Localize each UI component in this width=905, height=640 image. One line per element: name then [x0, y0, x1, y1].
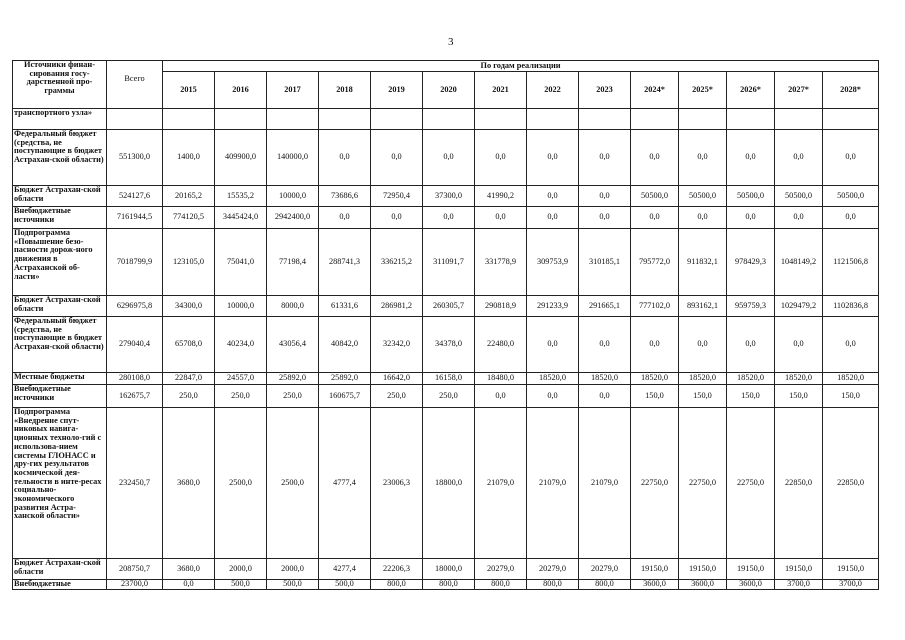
- year-value-cell: 123105,0: [163, 229, 215, 296]
- year-value-cell: 0,0: [679, 130, 727, 186]
- year-value-cell: 77198,4: [267, 229, 319, 296]
- year-value-cell: 19150,0: [631, 559, 679, 580]
- year-value-cell: 18520,0: [631, 373, 679, 385]
- year-value-cell: 288741,3: [319, 229, 371, 296]
- year-header: 2021: [475, 72, 527, 109]
- year-value-cell: 72950,4: [371, 186, 423, 207]
- year-value-cell: 800,0: [579, 580, 631, 590]
- year-value-cell: 2500,0: [215, 408, 267, 559]
- table-row: [13, 408, 879, 559]
- year-value-cell: 0,0: [475, 385, 527, 408]
- total-cell: 524127,6: [107, 186, 163, 207]
- year-value-cell: 0,0: [727, 317, 775, 373]
- year-value-cell: 0,0: [475, 207, 527, 229]
- year-value-cell: 3600,0: [679, 580, 727, 590]
- table-row: [13, 373, 879, 385]
- year-value-cell: 10000,0: [215, 296, 267, 317]
- total-cell: 162675,7: [107, 385, 163, 408]
- year-value-cell: 22850,0: [823, 408, 879, 559]
- year-value-cell: 800,0: [423, 580, 475, 590]
- year-value-cell: 911832,1: [679, 229, 727, 296]
- year-value-cell: 50500,0: [727, 186, 775, 207]
- year-value-cell: 0,0: [527, 186, 579, 207]
- year-value-cell: 10000,0: [267, 186, 319, 207]
- year-value-cell: 777102,0: [631, 296, 679, 317]
- year-value-cell: 22750,0: [679, 408, 727, 559]
- year-value-cell: 22206,3: [371, 559, 423, 580]
- year-value-cell: 19150,0: [775, 559, 823, 580]
- year-value-cell: 40234,0: [215, 317, 267, 373]
- year-value-cell: 18520,0: [679, 373, 727, 385]
- total-cell: 232450,7: [107, 408, 163, 559]
- year-value-cell: [215, 109, 267, 130]
- year-value-cell: 0,0: [727, 130, 775, 186]
- year-value-cell: 150,0: [631, 385, 679, 408]
- source-label: Бюджет Астрахан-ской области: [13, 186, 107, 207]
- year-header: 2028*: [823, 72, 879, 109]
- table-row: [13, 229, 879, 296]
- year-value-cell: 160675,7: [319, 385, 371, 408]
- year-value-cell: 800,0: [371, 580, 423, 590]
- total-cell: [107, 109, 163, 130]
- source-label: Подпрограмма «Внедрение спут-никовых навига-ционных техноло-гий с использова-нием системы ГЛОНАСС и дру-гих результатов космической дея-тельности в интe-ресах социально-экономического развития Астра-ханской области»: [13, 408, 107, 559]
- year-value-cell: 3445424,0: [215, 207, 267, 229]
- year-value-cell: 310185,1: [579, 229, 631, 296]
- year-value-cell: 0,0: [319, 207, 371, 229]
- year-value-cell: 4277,4: [319, 559, 371, 580]
- year-value-cell: 21079,0: [475, 408, 527, 559]
- total-cell: 7161944,5: [107, 207, 163, 229]
- year-value-cell: 1048149,2: [775, 229, 823, 296]
- year-value-cell: 18520,0: [527, 373, 579, 385]
- year-header: 2024*: [631, 72, 679, 109]
- year-value-cell: 0,0: [775, 130, 823, 186]
- year-value-cell: 311091,7: [423, 229, 475, 296]
- year-value-cell: 0,0: [727, 207, 775, 229]
- table-row: [13, 559, 879, 580]
- year-value-cell: 0,0: [579, 317, 631, 373]
- year-value-cell: 0,0: [823, 207, 879, 229]
- page-number: 3: [448, 36, 454, 48]
- year-value-cell: 34300,0: [163, 296, 215, 317]
- year-value-cell: 18800,0: [423, 408, 475, 559]
- source-label: Федеральный бюджет (средства, не поступающие в бюджет Астрахан-ской области): [13, 130, 107, 186]
- table-row: [13, 317, 879, 373]
- year-value-cell: 2942400,0: [267, 207, 319, 229]
- header-row: [13, 61, 879, 72]
- year-value-cell: 65708,0: [163, 317, 215, 373]
- year-value-cell: 3700,0: [823, 580, 879, 590]
- year-value-cell: 250,0: [215, 385, 267, 408]
- year-value-cell: 37300,0: [423, 186, 475, 207]
- year-header: 2017: [267, 72, 319, 109]
- year-value-cell: 978429,3: [727, 229, 775, 296]
- year-header: 2027*: [775, 72, 823, 109]
- year-value-cell: 336215,2: [371, 229, 423, 296]
- year-value-cell: 21079,0: [579, 408, 631, 559]
- year-value-cell: 250,0: [371, 385, 423, 408]
- year-value-cell: 20279,0: [579, 559, 631, 580]
- year-value-cell: 2000,0: [267, 559, 319, 580]
- year-value-cell: 15535,2: [215, 186, 267, 207]
- year-value-cell: 20165,2: [163, 186, 215, 207]
- source-label: транспортного узла»: [13, 109, 107, 130]
- total-cell: 23700,0: [107, 580, 163, 590]
- year-value-cell: [775, 109, 823, 130]
- year-value-cell: 16158,0: [423, 373, 475, 385]
- year-value-cell: 21079,0: [527, 408, 579, 559]
- year-value-cell: 20279,0: [527, 559, 579, 580]
- source-label: Внебюджетные: [13, 580, 107, 590]
- year-value-cell: [631, 109, 679, 130]
- year-value-cell: 500,0: [267, 580, 319, 590]
- year-value-cell: 3680,0: [163, 408, 215, 559]
- year-value-cell: 25892,0: [267, 373, 319, 385]
- year-header: 2019: [371, 72, 423, 109]
- year-value-cell: 0,0: [775, 317, 823, 373]
- year-value-cell: 0,0: [775, 207, 823, 229]
- year-value-cell: 409900,0: [215, 130, 267, 186]
- year-value-cell: 893162,1: [679, 296, 727, 317]
- year-value-cell: 43056,4: [267, 317, 319, 373]
- year-value-cell: 0,0: [631, 317, 679, 373]
- table-row: [13, 109, 879, 130]
- year-value-cell: 795772,0: [631, 229, 679, 296]
- year-value-cell: 50500,0: [679, 186, 727, 207]
- year-value-cell: 0,0: [163, 580, 215, 590]
- year-value-cell: 140000,0: [267, 130, 319, 186]
- year-value-cell: [823, 109, 879, 130]
- year-header: 2015: [163, 72, 215, 109]
- year-value-cell: 22750,0: [631, 408, 679, 559]
- year-value-cell: 800,0: [527, 580, 579, 590]
- year-value-cell: 290818,9: [475, 296, 527, 317]
- year-value-cell: 3680,0: [163, 559, 215, 580]
- year-header: 2023: [579, 72, 631, 109]
- year-value-cell: 250,0: [163, 385, 215, 408]
- year-value-cell: 0,0: [631, 130, 679, 186]
- year-value-cell: 23006,3: [371, 408, 423, 559]
- year-value-cell: 800,0: [475, 580, 527, 590]
- year-value-cell: 0,0: [823, 130, 879, 186]
- table-row: [13, 580, 879, 590]
- year-value-cell: 286981,2: [371, 296, 423, 317]
- total-column-header: Всего: [107, 61, 163, 109]
- source-label: Местные бюджеты: [13, 373, 107, 385]
- year-value-cell: 0,0: [475, 130, 527, 186]
- year-value-cell: 0,0: [371, 207, 423, 229]
- year-value-cell: 18520,0: [727, 373, 775, 385]
- year-value-cell: 500,0: [319, 580, 371, 590]
- table-row: [13, 130, 879, 186]
- year-value-cell: 3700,0: [775, 580, 823, 590]
- year-value-cell: 291233,9: [527, 296, 579, 317]
- total-cell: 6296975,8: [107, 296, 163, 317]
- year-value-cell: 150,0: [823, 385, 879, 408]
- year-value-cell: 150,0: [679, 385, 727, 408]
- year-value-cell: 4777,4: [319, 408, 371, 559]
- year-value-cell: 250,0: [423, 385, 475, 408]
- year-value-cell: 959759,3: [727, 296, 775, 317]
- year-value-cell: 0,0: [527, 317, 579, 373]
- year-value-cell: [371, 109, 423, 130]
- year-value-cell: 22850,0: [775, 408, 823, 559]
- total-cell: 280108,0: [107, 373, 163, 385]
- year-value-cell: 19150,0: [679, 559, 727, 580]
- year-value-cell: [727, 109, 775, 130]
- year-value-cell: 40842,0: [319, 317, 371, 373]
- year-value-cell: [679, 109, 727, 130]
- year-value-cell: 75041,0: [215, 229, 267, 296]
- year-value-cell: 0,0: [319, 130, 371, 186]
- year-value-cell: 16642,0: [371, 373, 423, 385]
- table-body: [13, 109, 879, 590]
- source-label: Бюджет Астрахан-ской области: [13, 559, 107, 580]
- year-value-cell: 2500,0: [267, 408, 319, 559]
- year-value-cell: 25892,0: [319, 373, 371, 385]
- source-label: Внебюджетные источники: [13, 207, 107, 229]
- year-value-cell: 0,0: [579, 385, 631, 408]
- year-value-cell: 1400,0: [163, 130, 215, 186]
- year-value-cell: 260305,7: [423, 296, 475, 317]
- table-row: [13, 296, 879, 317]
- year-value-cell: [267, 109, 319, 130]
- source-label: Бюджет Астрахан-ской области: [13, 296, 107, 317]
- year-header: 2020: [423, 72, 475, 109]
- source-label: Федеральный бюджет (средства, не поступающие в бюджет Астрахан-ской области): [13, 317, 107, 373]
- total-cell: 7018799,9: [107, 229, 163, 296]
- year-value-cell: 20279,0: [475, 559, 527, 580]
- year-value-cell: 8000,0: [267, 296, 319, 317]
- year-value-cell: 18520,0: [775, 373, 823, 385]
- year-value-cell: 150,0: [775, 385, 823, 408]
- year-value-cell: 22480,0: [475, 317, 527, 373]
- year-value-cell: 50500,0: [775, 186, 823, 207]
- year-value-cell: 50500,0: [631, 186, 679, 207]
- financing-table: [12, 60, 879, 590]
- year-value-cell: 19150,0: [823, 559, 879, 580]
- year-value-cell: [423, 109, 475, 130]
- year-value-cell: 150,0: [727, 385, 775, 408]
- year-value-cell: 774120,5: [163, 207, 215, 229]
- year-value-cell: [579, 109, 631, 130]
- year-value-cell: 0,0: [823, 317, 879, 373]
- year-header: 2025*: [679, 72, 727, 109]
- year-value-cell: 500,0: [215, 580, 267, 590]
- year-value-cell: 18520,0: [579, 373, 631, 385]
- year-value-cell: 1121506,8: [823, 229, 879, 296]
- year-value-cell: 61331,6: [319, 296, 371, 317]
- total-cell: 279040,4: [107, 317, 163, 373]
- year-header: 2016: [215, 72, 267, 109]
- year-value-cell: 41990,2: [475, 186, 527, 207]
- table-row: [13, 186, 879, 207]
- year-value-cell: 3600,0: [727, 580, 775, 590]
- year-value-cell: 1029479,2: [775, 296, 823, 317]
- year-value-cell: 0,0: [371, 130, 423, 186]
- year-value-cell: 22750,0: [727, 408, 775, 559]
- year-value-cell: 0,0: [527, 207, 579, 229]
- table-row: [13, 385, 879, 408]
- year-value-cell: 309753,9: [527, 229, 579, 296]
- year-value-cell: 0,0: [631, 207, 679, 229]
- year-value-cell: 291665,1: [579, 296, 631, 317]
- year-header: 2026*: [727, 72, 775, 109]
- year-header: 2018: [319, 72, 371, 109]
- total-cell: 208750,7: [107, 559, 163, 580]
- year-value-cell: [475, 109, 527, 130]
- year-value-cell: 2000,0: [215, 559, 267, 580]
- table-row: [13, 207, 879, 229]
- year-value-cell: 73686,6: [319, 186, 371, 207]
- year-value-cell: 18480,0: [475, 373, 527, 385]
- year-value-cell: 3600,0: [631, 580, 679, 590]
- year-value-cell: 0,0: [679, 317, 727, 373]
- year-value-cell: 250,0: [267, 385, 319, 408]
- year-value-cell: 19150,0: [727, 559, 775, 580]
- year-value-cell: 18000,0: [423, 559, 475, 580]
- year-value-cell: 18520,0: [823, 373, 879, 385]
- year-value-cell: 0,0: [527, 385, 579, 408]
- year-header: 2022: [527, 72, 579, 109]
- source-column-header: Источники финан-сирования госу-дарственной про-граммы: [13, 61, 107, 109]
- year-value-cell: 32342,0: [371, 317, 423, 373]
- year-value-cell: 50500,0: [823, 186, 879, 207]
- year-value-cell: 22847,0: [163, 373, 215, 385]
- year-value-cell: [319, 109, 371, 130]
- year-value-cell: [163, 109, 215, 130]
- source-label: Подпрограмма «Повышение безо-пасности дорож-ного движения в Астраханской об-ласти»: [13, 229, 107, 296]
- total-cell: 551300,0: [107, 130, 163, 186]
- year-value-cell: 0,0: [579, 207, 631, 229]
- year-value-cell: 0,0: [423, 207, 475, 229]
- year-value-cell: [527, 109, 579, 130]
- year-value-cell: 0,0: [579, 186, 631, 207]
- year-value-cell: 1102836,8: [823, 296, 879, 317]
- year-value-cell: 0,0: [579, 130, 631, 186]
- year-value-cell: 0,0: [527, 130, 579, 186]
- source-label: Внебюджетные источники: [13, 385, 107, 408]
- by-years-header: По годам реализации: [163, 61, 879, 72]
- year-value-cell: 0,0: [423, 130, 475, 186]
- year-value-cell: 34378,0: [423, 317, 475, 373]
- year-value-cell: 331778,9: [475, 229, 527, 296]
- year-value-cell: 24557,0: [215, 373, 267, 385]
- year-value-cell: 0,0: [679, 207, 727, 229]
